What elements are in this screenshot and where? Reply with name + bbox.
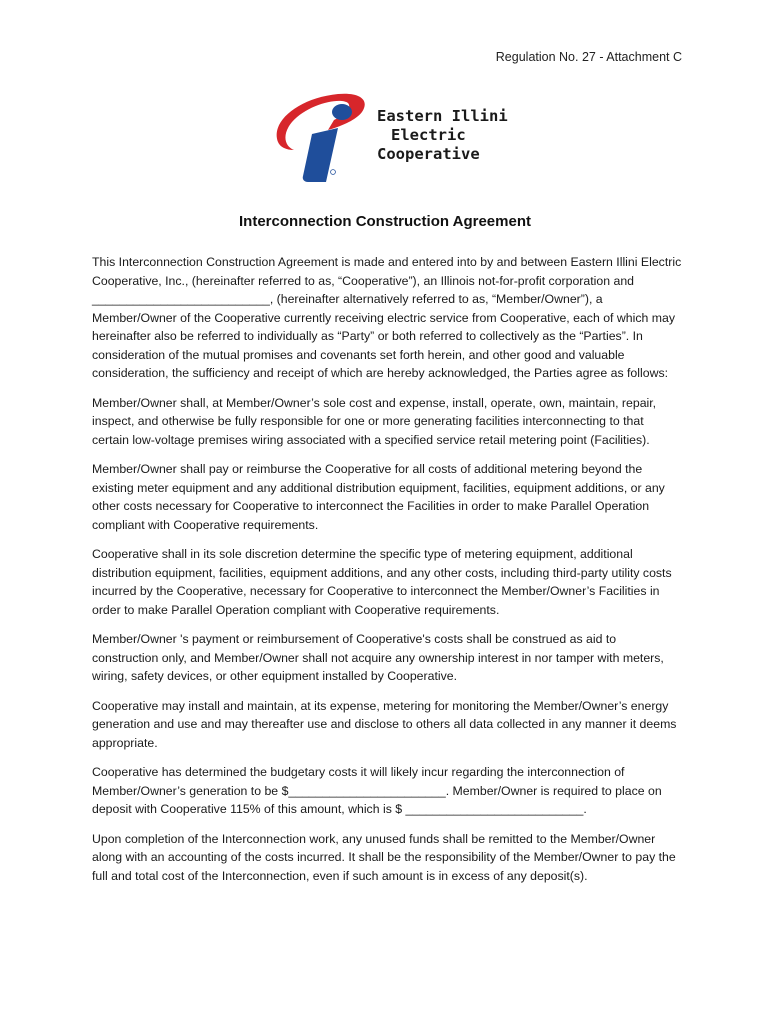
regulation-reference: Regulation No. 27 - Attachment C xyxy=(495,50,682,64)
logo-line-3: Cooperative xyxy=(377,145,480,163)
paragraph-aid-to-construction: Member/Owner 's payment or reimbursement of Cooperative's costs shall be construed as aid to construction only, and Member/Owner shall not acquire any ownership interest in nor tamper with meters, wiring, safety devices, or other equipment installed by Cooperative. xyxy=(92,632,664,683)
logo-wordmark xyxy=(377,107,508,164)
logo-line-2: Electric xyxy=(391,126,466,144)
paragraph-budgetary-costs: Cooperative has determined the budgetary costs it will likely incur regarding the interconnection of Member/Owner’s generation to be $_______________________. Member/Owner is required to place on deposit with Cooperative 115% of this amount, which is $ __________________________. xyxy=(92,765,662,816)
paragraph-discretion: Cooperative shall in its sole discretion determine the specific type of metering equipment, additional distribution equipment, facilities, equipment additions, and any other costs, including third-party utility costs incurred by the Cooperative, necessary for Cooperative to interconnect the Member/Owner’s Facilities in order to make Parallel Operation compliant with Cooperative requirements. xyxy=(92,547,672,617)
paragraph-metering-costs: Member/Owner shall pay or reimburse the Cooperative for all costs of additional metering beyond the existing meter equipment and any additional distribution equipment, facilities, equipment additions, or any other costs necessary for Cooperative to interconnect the Facilities in order to make Parallel Operation compliant with Cooperative requirements. xyxy=(92,462,665,532)
paragraph-facilities: Member/Owner shall, at Member/Owner’s sole cost and expense, install, operate, own, maintain, repair, inspect, and otherwise be fully responsible for one or more generating facilities interconnecting to that certain low-voltage premises wiring associated with a specified service retail metering point (Facilities). xyxy=(92,395,657,447)
paragraph-intro: This Interconnection Construction Agreement is made and entered into by and between Eastern Illini Electric Cooperative, Inc., (hereinafter referred to as, “Cooperative”), an Illinois not-for-profit corporation and __________________________, (hereinafter alternatively referred to as, “Member/Owner”), a Member/Owner of the Cooperative currently receiving electric service from Cooperative, each of which may hereinafter also be referred to individually as “Party” or both referred to collectively as the “Parties”. In consideration of the mutual promises and covenants set forth herein, and other good and valuable consideration, the sufficiency and receipt of which are hereby acknowledged, the Parties agree as follows: xyxy=(92,255,682,380)
document-title: Interconnection Construction Agreement xyxy=(239,213,531,230)
paragraph-monitoring: Cooperative may install and maintain, at its expense, metering for monitoring the Member/Owner’s energy generation and use and may thereafter use and disclose to others all data collected in any manner it deems appropriate. xyxy=(92,698,677,750)
paragraph-unused-funds: Upon completion of the Interconnection work, any unused funds shall be remitted to the Member/Owner along with an accounting of the costs incurred. It shall be the responsibility of the Member/Owner to pay the full and total cost of the Interconnection, even if such amount is in excess of any deposit(s). xyxy=(92,831,676,883)
document-body xyxy=(92,253,682,896)
logo-line-1: Eastern Illini xyxy=(377,107,508,125)
